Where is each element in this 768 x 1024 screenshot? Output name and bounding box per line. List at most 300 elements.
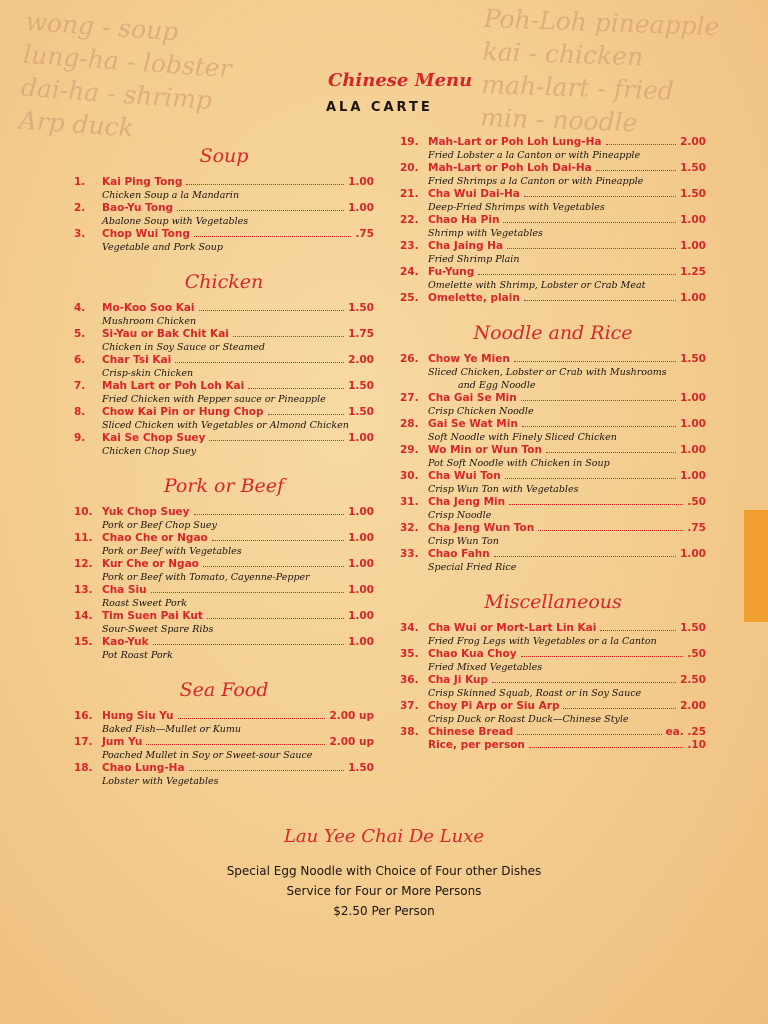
- item-price: 2.50: [680, 674, 706, 686]
- menu-item: [400, 700, 706, 726]
- menu-item-row: [74, 636, 374, 649]
- item-price: 1.00: [348, 532, 374, 544]
- menu-item: [74, 532, 374, 558]
- item-name: Choy Pi Arp or Siu Arp: [428, 700, 560, 712]
- menu-item: [400, 292, 706, 305]
- menu-item: [400, 648, 706, 674]
- item-number: 7.: [74, 380, 86, 392]
- item-number: 26.: [400, 353, 419, 365]
- dot-leader: [507, 248, 676, 249]
- handwritten-note: mah-lart - fried: [480, 69, 675, 106]
- item-number: 6.: [74, 354, 86, 366]
- menu-item-row: [74, 532, 374, 545]
- menu-item: [400, 266, 706, 292]
- menu-item-row: [74, 506, 374, 519]
- item-number: 14.: [74, 610, 93, 622]
- menu-item-row: [74, 762, 374, 775]
- item-description: Sour-Sweet Spare Ribs: [102, 624, 214, 635]
- item-name: Bao-Yu Tong: [102, 202, 174, 214]
- menu-item: [400, 726, 706, 739]
- item-name: Mah Lart or Poh Loh Kai: [102, 380, 245, 392]
- item-name: Tim Suen Pai Kut: [102, 610, 203, 622]
- deluxe-section: [0, 826, 768, 921]
- dot-leader: [494, 556, 676, 557]
- menu-item-row: [400, 470, 706, 483]
- menu-item: [400, 188, 706, 214]
- item-number: 30.: [400, 470, 419, 482]
- menu-item: [74, 328, 374, 354]
- dot-leader: [478, 274, 676, 275]
- item-description: Chicken Chop Suey: [102, 446, 197, 457]
- item-description: Vegetable and Pork Soup: [102, 242, 223, 253]
- item-number: 4.: [74, 302, 86, 314]
- dot-leader: [178, 718, 326, 719]
- item-name: Chinese Bread: [428, 726, 514, 738]
- menu-item-row: [400, 648, 706, 661]
- item-number: 1.: [74, 176, 86, 188]
- item-name: Char Tsi Kai: [102, 354, 172, 366]
- item-description: Fried Shrimps a la Canton or with Pineapple: [428, 176, 644, 187]
- item-price: 1.00: [348, 610, 374, 622]
- menu-item: [400, 496, 706, 522]
- menu-item: [400, 522, 706, 548]
- item-name: Jum Yu: [102, 736, 143, 748]
- item-name: Chow Kai Pin or Hung Chop: [102, 406, 264, 418]
- dot-leader: [189, 770, 345, 771]
- deluxe-line: Service for Four or More Persons: [286, 884, 482, 898]
- menu-item-row: [400, 353, 706, 366]
- handwritten-note: lung-ha - lobster: [22, 39, 233, 84]
- dot-leader: [521, 656, 684, 657]
- item-name: Cha Gai Se Min: [428, 392, 517, 404]
- item-description: Lobster with Vegetables: [102, 776, 219, 787]
- item-number: 13.: [74, 584, 93, 596]
- menu-item-row: [400, 700, 706, 713]
- item-number: 31.: [400, 496, 419, 508]
- menu-item: [74, 354, 374, 380]
- item-price: .75: [687, 522, 706, 534]
- item-name: Chop Wui Tong: [102, 228, 190, 240]
- menu-item: [74, 610, 374, 636]
- dot-leader: [175, 362, 344, 363]
- menu-item-row: [400, 522, 706, 535]
- item-price: 1.50: [348, 302, 374, 314]
- item-price: 1.50: [680, 353, 706, 365]
- item-description: Omelette with Shrimp, Lobster or Crab Meat: [428, 280, 646, 291]
- item-number: 38.: [400, 726, 419, 738]
- item-description: Chicken in Soy Sauce or Steamed: [102, 342, 265, 353]
- menu-item-row: [400, 674, 706, 687]
- item-price: .10: [687, 739, 706, 751]
- item-price: 2.00: [680, 136, 706, 148]
- handwritten-note: dai-ha - shrimp: [20, 72, 213, 115]
- item-price: 1.00: [680, 548, 706, 560]
- dot-leader: [606, 144, 677, 145]
- item-number: 18.: [74, 762, 93, 774]
- dot-leader: [505, 478, 676, 479]
- section-title: Noodle and Rice: [473, 322, 633, 344]
- item-description: Pork or Beef Chop Suey: [102, 520, 217, 531]
- item-description: Crisp Chicken Noodle: [428, 406, 534, 417]
- menu-item-row: [74, 558, 374, 571]
- menu-item-row: [400, 292, 706, 305]
- item-price: 2.00: [348, 354, 374, 366]
- item-name: Kai Ping Tong: [102, 176, 183, 188]
- section-title: Miscellaneous: [484, 591, 622, 613]
- menu-item-row: [74, 432, 374, 445]
- item-number: 28.: [400, 418, 419, 430]
- dot-leader: [596, 170, 676, 171]
- item-description: Pork or Beef with Tomato, Cayenne-Pepper: [102, 572, 310, 583]
- item-description: Chicken Soup a la Mandarin: [102, 190, 240, 201]
- menu-item: [74, 710, 374, 736]
- item-number: 19.: [400, 136, 419, 148]
- deluxe-line: Special Egg Noodle with Choice of Four other Dishes: [226, 864, 542, 878]
- menu-item-row: [400, 444, 706, 457]
- item-price: 2.00: [680, 700, 706, 712]
- dot-leader: [524, 196, 676, 197]
- section-title: Pork or Beef: [163, 475, 285, 497]
- dot-leader: [509, 504, 683, 505]
- item-price: 1.00: [680, 292, 706, 304]
- menu-item: [74, 636, 374, 662]
- menu-item-row: [400, 136, 706, 149]
- item-description: Fried Mixed Vegetables: [428, 662, 543, 673]
- item-price: 2.00 up: [329, 710, 374, 722]
- item-name: Cha Siu: [102, 584, 147, 596]
- item-number: 15.: [74, 636, 93, 648]
- item-price: 1.00: [348, 432, 374, 444]
- item-number: 10.: [74, 506, 93, 518]
- dot-leader: [563, 708, 676, 709]
- menu-item: [400, 136, 706, 162]
- menu-item-row: [74, 406, 374, 419]
- dot-leader: [529, 747, 683, 748]
- menu-item: [400, 470, 706, 496]
- menu-title: Chinese Menu: [328, 70, 473, 91]
- dot-leader: [524, 300, 676, 301]
- menu-item-row: [74, 302, 374, 315]
- item-price: 1.00: [348, 202, 374, 214]
- item-number: 24.: [400, 266, 419, 278]
- item-price: 1.50: [680, 162, 706, 174]
- item-number: 9.: [74, 432, 86, 444]
- menu-item: [400, 418, 706, 444]
- item-price: 1.00: [348, 558, 374, 570]
- dot-leader: [517, 734, 661, 735]
- menu-item: [74, 380, 374, 406]
- menu-item: [400, 739, 706, 752]
- item-number: 21.: [400, 188, 419, 200]
- menu-item-row: [400, 496, 706, 509]
- menu-item-row: [400, 188, 706, 201]
- dot-leader: [207, 618, 344, 619]
- menu-column-right: [400, 136, 706, 752]
- handwritten-note: min - noodle: [479, 102, 638, 138]
- handwritten-notes-left: [18, 5, 235, 151]
- item-description: and Egg Noodle: [458, 380, 536, 391]
- deluxe-title: Lau Yee Chai De Luxe: [283, 826, 485, 847]
- menu-item: [74, 584, 374, 610]
- item-description: Crisp Noodle: [428, 510, 492, 521]
- item-name: Chao Ha Pin: [428, 214, 500, 226]
- dot-leader: [177, 210, 344, 211]
- item-description: Crisp Wun Ton with Vegetables: [428, 484, 579, 495]
- item-number: 29.: [400, 444, 419, 456]
- item-name: Cha Jeng Min: [428, 496, 506, 508]
- menu-item: [74, 558, 374, 584]
- dot-leader: [151, 592, 345, 593]
- menu-item: [74, 432, 374, 458]
- item-name: Yuk Chop Suey: [102, 506, 190, 518]
- item-description: Sliced Chicken, Lobster or Crab with Mushrooms: [428, 367, 667, 378]
- item-number: 11.: [74, 532, 93, 544]
- menu-item-row: [400, 726, 706, 739]
- menu-item: [74, 202, 374, 228]
- item-price: 1.00: [348, 584, 374, 596]
- item-name: Cha Wui Ton: [428, 470, 501, 482]
- menu-item-row: [74, 736, 374, 749]
- item-name: Hung Siu Yu: [102, 710, 174, 722]
- menu-item: [74, 176, 374, 202]
- menu-item-row: [400, 739, 706, 752]
- deluxe-line: $2.50 Per Person: [333, 904, 435, 918]
- item-description: Crisp-skin Chicken: [102, 368, 194, 379]
- item-description: Crisp Duck or Roast Duck—Chinese Style: [428, 714, 629, 725]
- menu-item: [400, 674, 706, 700]
- item-number: 8.: [74, 406, 86, 418]
- menu-item-row: [74, 710, 374, 723]
- menu-item-row: [74, 328, 374, 341]
- item-number: 3.: [74, 228, 86, 240]
- item-price: 1.00: [348, 636, 374, 648]
- item-name: Si-Yau or Bak Chit Kai: [102, 328, 229, 340]
- dot-leader: [521, 400, 676, 401]
- handwritten-note: wong - soup: [24, 6, 180, 47]
- item-description: Abalone Soup with Vegetables: [102, 216, 249, 227]
- item-name: Kai Se Chop Suey: [102, 432, 206, 444]
- item-number: 36.: [400, 674, 419, 686]
- item-description: Fried Frog Legs with Vegetables or a la Canton: [428, 636, 657, 647]
- handwritten-note: Poh-Loh pineapple: [483, 3, 720, 42]
- section-title: Sea Food: [179, 679, 269, 701]
- dot-leader: [522, 426, 676, 427]
- item-description: Fried Shrimp Plain: [428, 254, 520, 265]
- dot-leader: [186, 184, 344, 185]
- item-price: 1.00: [680, 240, 706, 252]
- menu-item: [400, 622, 706, 648]
- orange-page-tab: [744, 510, 768, 622]
- item-name: Kao-Yuk: [102, 636, 149, 648]
- item-description: Roast Sweet Pork: [102, 598, 187, 609]
- item-price: 1.00: [680, 444, 706, 456]
- item-description: Soft Noodle with Finely Sliced Chicken: [428, 432, 617, 443]
- menu-item-row: [400, 214, 706, 227]
- section-title: Soup: [199, 145, 249, 167]
- menu-item-row: [74, 228, 374, 241]
- item-number: 25.: [400, 292, 419, 304]
- item-number: 12.: [74, 558, 93, 570]
- menu-item: [400, 444, 706, 470]
- item-price: 1.50: [680, 622, 706, 634]
- menu-item: [400, 353, 706, 392]
- item-price: 1.50: [348, 380, 374, 392]
- menu-item: [400, 240, 706, 266]
- item-name: Chao Che or Ngao: [102, 532, 208, 544]
- menu-item-row: [400, 266, 706, 279]
- menu-item-row: [400, 622, 706, 635]
- menu-item-row: [400, 240, 706, 253]
- item-number: 5.: [74, 328, 86, 340]
- menu-item: [400, 548, 706, 574]
- item-number: 37.: [400, 700, 419, 712]
- item-price: .75: [355, 228, 374, 240]
- dot-leader: [203, 566, 344, 567]
- item-description: Pork or Beef with Vegetables: [102, 546, 242, 557]
- item-description: Special Fried Rice: [428, 562, 517, 573]
- dot-leader: [268, 414, 345, 415]
- item-description: Crisp Wun Ton: [428, 536, 499, 547]
- menu-column-left: [74, 144, 374, 788]
- item-price: 1.00: [348, 176, 374, 188]
- item-name: Fu-Yung: [428, 266, 475, 278]
- item-name: Chao Fahn: [428, 548, 490, 560]
- item-name: Chao Kua Choy: [428, 648, 517, 660]
- item-price: 1.00: [680, 214, 706, 226]
- dot-leader: [199, 310, 345, 311]
- section-gap: [74, 458, 374, 474]
- menu-item-row: [74, 176, 374, 189]
- section-gap: [74, 662, 374, 678]
- item-price: 1.75: [348, 328, 374, 340]
- menu-item: [400, 214, 706, 240]
- item-description: Pot Roast Pork: [102, 650, 173, 661]
- section-gap: [74, 254, 374, 270]
- menu-item-row: [74, 202, 374, 215]
- menu-item-row: [400, 162, 706, 175]
- item-description: Mushroom Chicken: [102, 316, 197, 327]
- menu-item: [74, 762, 374, 788]
- section-gap: [400, 574, 706, 590]
- item-price: 1.50: [348, 406, 374, 418]
- dot-leader: [209, 440, 344, 441]
- dot-leader: [233, 336, 344, 337]
- item-price: 1.25: [680, 266, 706, 278]
- item-name: Omelette, plain: [428, 292, 520, 304]
- menu-item-row: [74, 584, 374, 597]
- item-price: 1.00: [348, 506, 374, 518]
- menu-item: [74, 736, 374, 762]
- handwritten-note: Arp duck: [17, 105, 135, 143]
- menu-item-row: [400, 548, 706, 561]
- item-name: Gai Se Wat Min: [428, 418, 518, 430]
- item-price: 1.50: [680, 188, 706, 200]
- handwritten-note: kai - chicken: [482, 36, 644, 72]
- item-number: 27.: [400, 392, 419, 404]
- item-price: 2.00 up: [329, 736, 374, 748]
- item-price: 1.00: [680, 470, 706, 482]
- item-name: Cha Jaing Ha: [428, 240, 504, 252]
- menu-item: [74, 406, 374, 432]
- item-description: Crisp Skinned Squab, Roast or in Soy Sauce: [428, 688, 642, 699]
- dot-leader: [212, 540, 344, 541]
- menu-item: [74, 228, 374, 254]
- menu-item-row: [400, 392, 706, 405]
- menu-item-row: [74, 380, 374, 393]
- dot-leader: [146, 744, 325, 745]
- item-number: 33.: [400, 548, 419, 560]
- dot-leader: [248, 388, 344, 389]
- dot-leader: [492, 682, 676, 683]
- item-price: .50: [687, 648, 706, 660]
- item-description: Baked Fish—Mullet or Kumu: [102, 724, 242, 735]
- item-name: Wo Min or Wun Ton: [428, 444, 542, 456]
- menu-item-row: [74, 610, 374, 623]
- handwritten-notes-right: [480, 2, 720, 142]
- item-price: 1.00: [680, 418, 706, 430]
- dot-leader: [153, 644, 345, 645]
- menu-item-row: [74, 354, 374, 367]
- item-description: Deep-Fried Shrimps with Vegetables: [428, 202, 605, 213]
- item-price: 1.50: [348, 762, 374, 774]
- item-price: 1.00: [680, 392, 706, 404]
- item-name: Chow Ye Mien: [428, 353, 510, 365]
- menu-item: [74, 506, 374, 532]
- item-description: Shrimp with Vegetables: [428, 228, 543, 239]
- item-number: 34.: [400, 622, 419, 634]
- item-number: 35.: [400, 648, 419, 660]
- item-name: Chao Lung-Ha: [102, 762, 185, 774]
- item-name: Rice, per person: [428, 739, 525, 751]
- menu-item: [74, 302, 374, 328]
- item-name: Mah-Lart or Poh Loh Lung-Ha: [428, 136, 602, 148]
- dot-leader: [194, 236, 352, 237]
- item-name: Cha Wui Dai-Ha: [428, 188, 520, 200]
- item-description: Fried Chicken with Pepper sauce or Pineapple: [102, 394, 326, 405]
- item-description: Poached Mullet in Soy or Sweet-sour Sauce: [102, 750, 313, 761]
- section-gap: [400, 305, 706, 321]
- menu-item: [400, 162, 706, 188]
- item-number: 17.: [74, 736, 93, 748]
- menu-subtitle: ALA CARTE: [326, 100, 433, 115]
- section-title: Chicken: [184, 271, 264, 293]
- item-number: 23.: [400, 240, 419, 252]
- item-number: 22.: [400, 214, 419, 226]
- item-number: 32.: [400, 522, 419, 534]
- item-name: Mah-Lart or Poh Loh Dai-Ha: [428, 162, 592, 174]
- item-name: Cha Ji Kup: [428, 674, 489, 686]
- item-description: Pot Soft Noodle with Chicken in Soup: [428, 458, 610, 469]
- dot-leader: [538, 530, 683, 531]
- menu-item: [400, 392, 706, 418]
- menu-item-row: [400, 418, 706, 431]
- item-number: 16.: [74, 710, 93, 722]
- item-number: 2.: [74, 202, 86, 214]
- item-name: Cha Jeng Wun Ton: [428, 522, 535, 534]
- item-price: .50: [687, 496, 706, 508]
- dot-leader: [546, 452, 676, 453]
- item-name: Cha Wui or Mort-Lart Lin Kai: [428, 622, 597, 634]
- dot-leader: [514, 361, 676, 362]
- dot-leader: [503, 222, 676, 223]
- item-name: Mo-Koo Soo Kai: [102, 302, 195, 314]
- dot-leader: [600, 630, 676, 631]
- item-name: Kur Che or Ngao: [102, 558, 199, 570]
- item-price: ea. .25: [665, 726, 706, 738]
- item-description: Sliced Chicken with Vegetables or Almond Chicken: [102, 420, 349, 431]
- dot-leader: [194, 514, 345, 515]
- item-description: Fried Lobster a la Canton or with Pineapple: [428, 150, 641, 161]
